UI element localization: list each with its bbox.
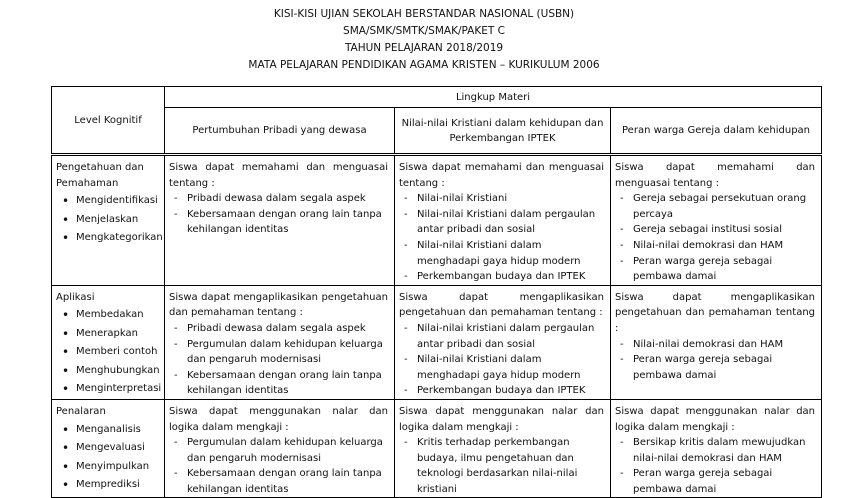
level-verb: • Membedakan (56, 306, 158, 325)
list-item: - Peran warga gereja sebagai pembawa damai (615, 466, 815, 497)
list-item: - Peran warga gereja sebagai pembawa damai (615, 352, 815, 383)
content-cell (165, 399, 395, 498)
header-school-types: SMA/SMK/SMTK/SMAK/PAKET C (343, 25, 505, 37)
cell-intro: Siswa dapat memahami dan menguasai tentang : (615, 162, 816, 189)
level-verb: • Menghubungkan (56, 362, 158, 381)
level-verb: • Menginterpretasi (56, 380, 158, 399)
level-cell (52, 399, 165, 498)
list-item: - Gereja sebagai persekutuan orang percaya (615, 191, 815, 222)
level-name: Penalaran (56, 405, 106, 417)
list-item: - Perkembangan budaya dan IPTEK (399, 269, 604, 285)
table-row (52, 399, 822, 498)
list-item: - Bersikap kritis dalam mewujudkan nilai-nilai demokrasi dan HAM (615, 435, 815, 466)
level-cell (52, 285, 165, 399)
list-item: - Peran warga gereja sebagai pembawa damai (615, 254, 815, 285)
list-item: - Pribadi dewasa dalam segala aspek (169, 321, 388, 337)
content-cell (395, 285, 611, 399)
level-verb: • Memprediksi (56, 476, 158, 495)
cell-intro: Siswa dapat menggunakan nalar dan logika dalam mengkaji : (615, 405, 816, 433)
level-name: Aplikasi (56, 291, 95, 303)
header-subject: MATA PELAJARAN PENDIDIKAN AGAMA KRISTEN – KURIKULUM 2006 (248, 59, 600, 71)
content-cell (611, 285, 822, 399)
header-academic-year: TAHUN PELAJARAN 2018/2019 (344, 42, 504, 54)
cell-intro: Siswa dapat mengaplikasikan pengetahuan dan pemahaman tentang : (615, 291, 816, 334)
list-item: - Kebersamaan dengan orang lain tanpa kehilangan identitas (169, 207, 388, 238)
list-item: - Pergumulan dalam kehidupan keluarga dan pengaruh modernisasi (169, 435, 388, 466)
header-title: KISI-KISI UJIAN SEKOLAH BERSTANDAR NASIONAL (USBN) (273, 8, 575, 20)
column-header-pribadi: Pertumbuhan Pribadi yang dewasa (165, 108, 395, 155)
level-verb: • Mengevaluasi (56, 439, 158, 458)
list-item: - Perkembangan budaya dan IPTEK (399, 383, 604, 399)
level-name: Pengetahuan dan Pemahaman (56, 162, 144, 189)
list-item: - Kritis terhadap perkembangan budaya, ilmu pengetahuan dan teknologi berdasarkan nilai-nilai kristiani (399, 435, 604, 497)
document-header (0, 6, 848, 74)
content-cell (611, 399, 822, 498)
lingkup-materi-header: Lingkup Materi (165, 87, 822, 108)
cell-intro: Siswa dapat memahami dan menguasai tentang : (169, 162, 388, 189)
list-item: - Pergumulan dalam kehidupan keluarga dan pengaruh modernisasi (169, 337, 388, 368)
level-kognitif-header: Level Kognitif (52, 87, 165, 155)
column-header-gereja: Peran warga Gereja dalam kehidupan (611, 108, 822, 155)
level-cell (52, 155, 165, 286)
kisi-kisi-table (51, 86, 822, 498)
list-item: - Nilai-nilai demokrasi dan HAM (615, 337, 815, 353)
cell-intro: Siswa dapat menggunakan nalar dan logika dalam mengkaji : (169, 405, 388, 433)
level-verb: • Memberi contoh (56, 343, 158, 362)
table-row (52, 155, 822, 286)
content-cell (395, 155, 611, 286)
content-cell (611, 155, 822, 286)
list-item: - Nilai-nilai demokrasi dan HAM (615, 238, 815, 254)
level-verb: • Mengidentifikasi (56, 192, 158, 211)
content-cell (165, 155, 395, 286)
list-item: - Nilai-nilai Kristiani dalam menghadapi gaya hidup modern (399, 352, 604, 383)
list-item: - Gereja sebagai institusi sosial (615, 222, 815, 238)
level-verb: • Menyimpulkan (56, 458, 158, 477)
list-item: - Kebersamaan dengan orang lain tanpa kehilangan identitas (169, 466, 388, 497)
list-item: - Kebersamaan dengan orang lain tanpa kehilangan identitas (169, 368, 388, 399)
level-verb: • Menerapkan (56, 325, 158, 344)
list-item: - Nilai-nilai Kristiani dalam pergaulan antar pribadi dan sosial (399, 207, 604, 238)
level-verb: • Menjelaskan (56, 211, 158, 230)
cell-intro: Siswa dapat memahami dan menguasai tentang : (399, 162, 604, 189)
column-header-nilai: Nilai-nilai Kristiani dalam kehidupan dan Perkembangan IPTEK (395, 108, 611, 155)
list-item: - Nilai-nilai Kristiani dalam menghadapi gaya hidup modern (399, 238, 604, 269)
list-item: - Nilai-nilai kristiani dalam pergaulan antar pribadi dan sosial (399, 321, 604, 352)
content-cell (395, 399, 611, 498)
level-verb: • Menganalisis (56, 421, 158, 440)
list-item: - Pribadi dewasa dalam segala aspek (169, 191, 388, 207)
table-row (52, 285, 822, 399)
cell-intro: Siswa dapat mengaplikasikan pengetahuan dan pemahaman tentang : (169, 291, 388, 319)
level-verb: • Mengkategorikan (56, 229, 158, 248)
list-item: - Nilai-nilai Kristiani (399, 191, 604, 207)
content-cell (165, 285, 395, 399)
cell-intro: Siswa dapat mengaplikasikan pengetahuan dan pemahaman tentang : (399, 291, 604, 319)
cell-intro: Siswa dapat menggunakan nalar dan logika dalam mengkaji : (399, 405, 604, 433)
